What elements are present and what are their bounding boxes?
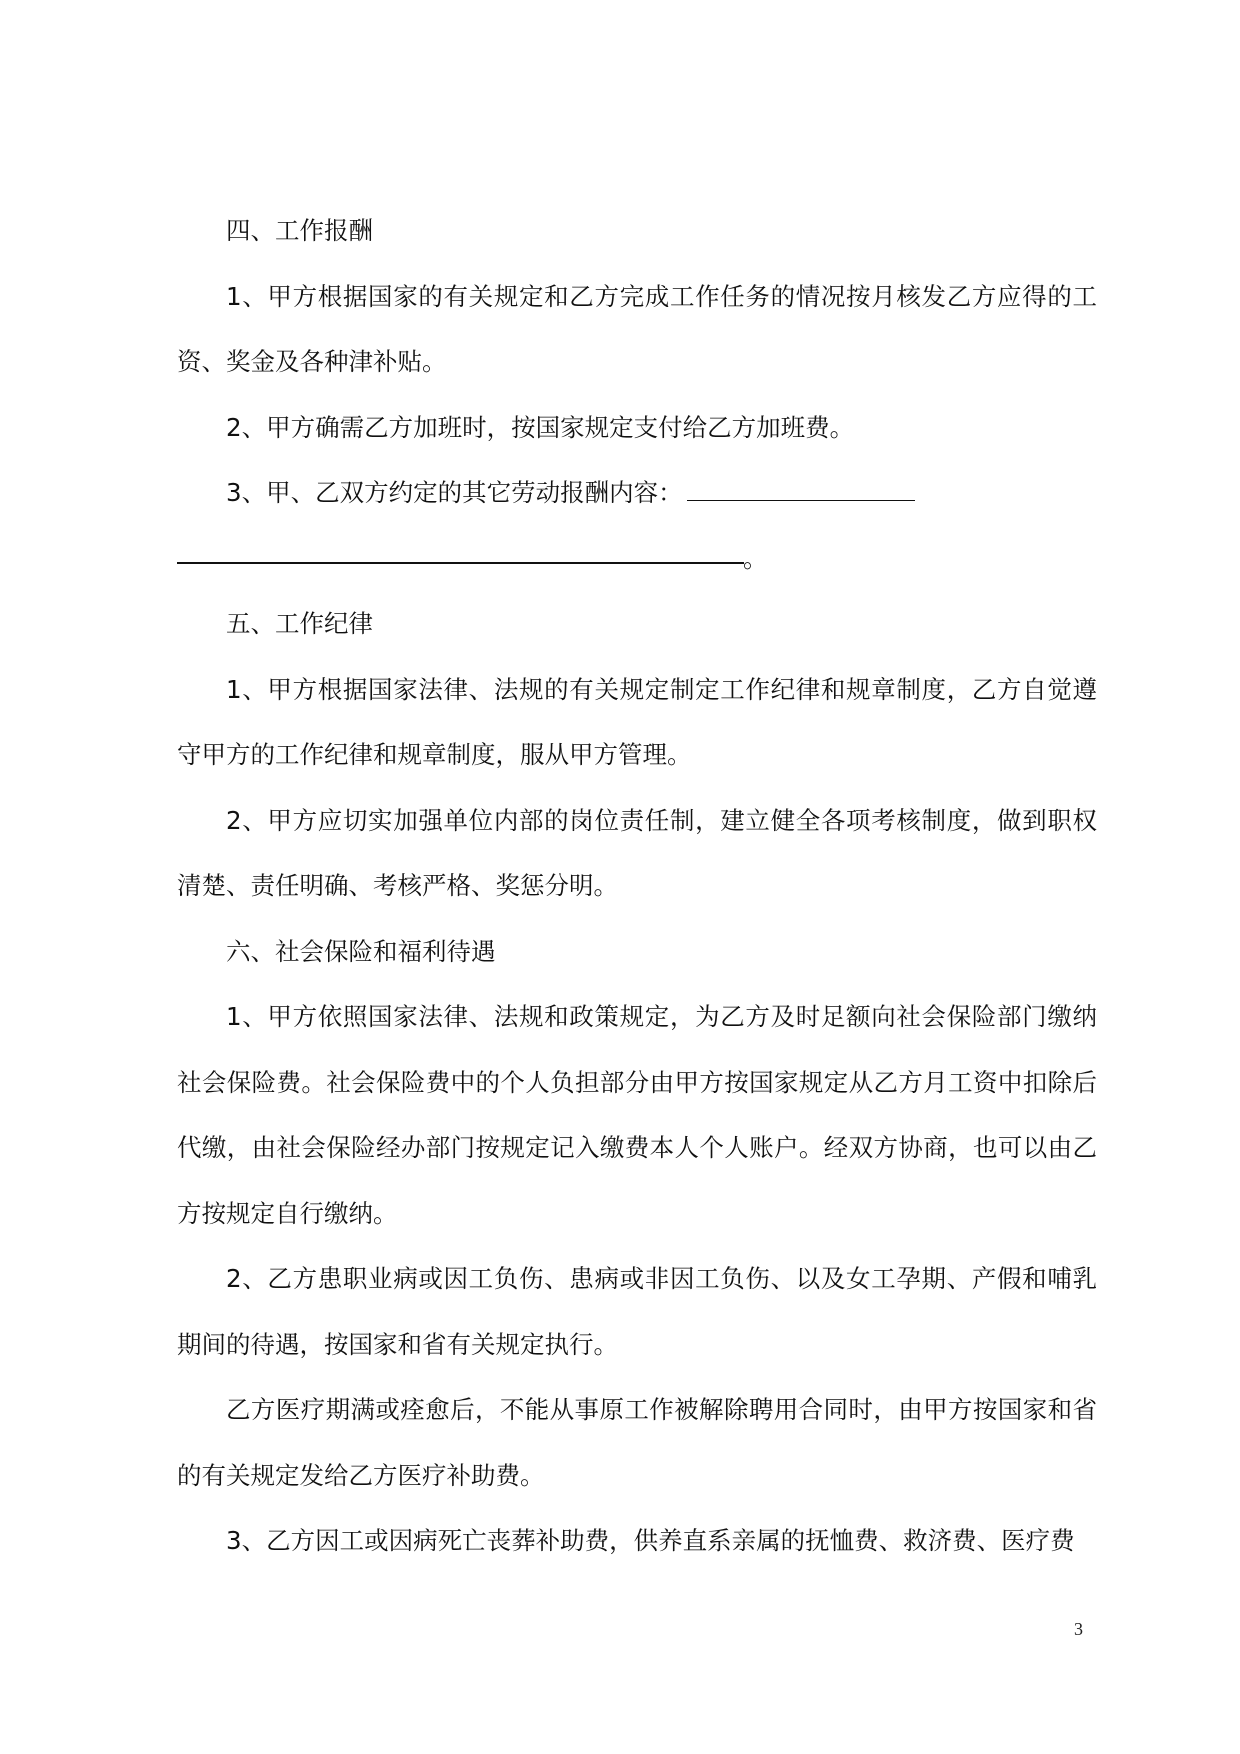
paragraph-remuneration-1: 1、甲方根据国家的有关规定和乙方完成工作任务的情况按月核发乙方应得的工资、奖金及各种津补贴。 (177, 281, 1097, 376)
fill-in-line-row (177, 526, 1097, 592)
fill-in-blank-line (177, 562, 744, 564)
document-body (177, 198, 1097, 1574)
paragraph-insurance-1: 1、甲方依照国家法律、法规和政策规定，为乙方及时足额向社会保险部门缴纳社会保险费。社会保险费中的个人负担部分由甲方按国家规定从乙方月工资中扣除后代缴，由社会保险经办部门按规定记入缴费本人个人账户。经双方协商，也可以由乙方按规定自行缴纳。 (177, 1002, 1097, 1228)
page-number: 3 (1074, 1619, 1083, 1639)
fill-in-blank-inline (687, 480, 915, 501)
paragraph-discipline-1: 1、甲方根据国家法律、法规的有关规定制定工作纪律和规章制度，乙方自觉遵守甲方的工作纪律和规章制度，服从甲方管理。 (177, 674, 1097, 769)
section-heading-work-discipline: 五、工作纪律 (226, 609, 373, 638)
paragraph-remuneration-3-text: 3、甲、乙双方约定的其它劳动报酬内容： (226, 478, 683, 507)
paragraph-insurance-2: 2、乙方患职业病或因工负伤、患病或非因工负伤、以及女工孕期、产假和哺乳期间的待遇，按国家和省有关规定执行。 (177, 1264, 1097, 1359)
paragraph-insurance-2-continued: 乙方医疗期满或痊愈后，不能从事原工作被解除聘用合同时，由甲方按国家和省的有关规定发给乙方医疗补助费。 (177, 1395, 1097, 1490)
paragraph-insurance-3: 3、乙方因工或因病死亡丧葬补助费，供养直系亲属的抚恤费、救济费、医疗费 (226, 1526, 1075, 1555)
paragraph-discipline-2: 2、甲方应切实加强单位内部的岗位责任制，建立健全各项考核制度，做到职权清楚、责任明确、考核严格、奖惩分明。 (177, 805, 1097, 900)
fill-in-line-end-mark: 。 (743, 543, 768, 573)
section-heading-social-insurance: 六、社会保险和福利待遇 (226, 936, 496, 966)
paragraph-remuneration-2: 2、甲方确需乙方加班时，按国家规定支付给乙方加班费。 (226, 412, 855, 442)
paragraph-remuneration-3 (177, 460, 1097, 526)
section-heading-work-remuneration: 四、工作报酬 (226, 216, 373, 245)
